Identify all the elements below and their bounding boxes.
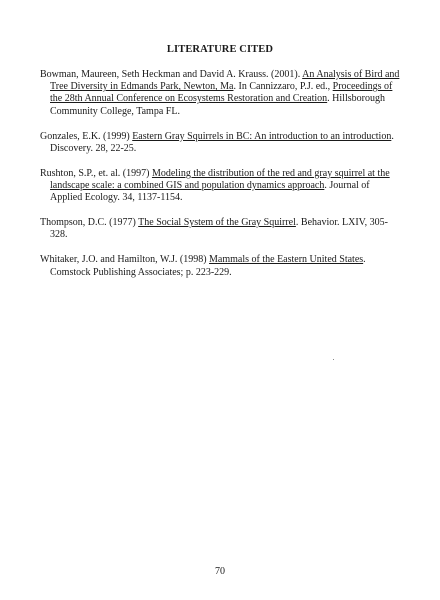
reference-authors-year: Whitaker, J.O. and Hamilton, W.J. (1998) (40, 254, 210, 266)
reference-entry (40, 131, 400, 155)
reference-source: . Behavior. LXIV, 305-328. (50, 217, 388, 241)
page-number: 70 (215, 566, 225, 577)
section-heading: LITERATURE CITED (166, 44, 274, 55)
reference-title: The Social System of the Gray Squirrel (138, 217, 296, 229)
reference-source: . Discovery. 28, 22-25. (50, 130, 394, 154)
scan-speck (333, 359, 334, 360)
reference-list (40, 69, 400, 292)
reference-source: . Journal of Applied Ecology. 34, 1137-1154. (50, 180, 370, 204)
reference-publisher: . Hillsborough Community College, Tampa FL. (50, 93, 385, 117)
reference-authors-year: Bowman, Maureen, Seth Heckman and David A. Krauss. (2001). (40, 69, 303, 80)
reference-source: . Comstock Publishing Associates; p. 223-229. (50, 254, 366, 278)
reference-entry (40, 69, 400, 118)
reference-entry (40, 217, 400, 241)
reference-title: Modeling the distribution of the red and gray squirrel at the landscape scale: a combined GIS and population dynamics approach (50, 167, 390, 192)
reference-editor-info: . In Cannizzaro, P.J. ed., (233, 81, 333, 93)
reference-entry (40, 254, 400, 278)
reference-proceedings-title: Proceedings of the 28th Annual Conference on Ecosystems Restoration and Creation (50, 81, 393, 105)
reference-title: Eastern Gray Squirrels in BC: An introduction to an introduction (132, 130, 392, 142)
reference-entry (40, 168, 400, 205)
reference-authors-year: Rushton, S.P., et. al. (1997) (40, 167, 152, 179)
reference-title: Mammals of the Eastern United States (209, 254, 364, 266)
reference-authors-year: Thompson, D.C. (1977) (40, 217, 139, 229)
reference-title: An Analysis of Bird and Tree Diversity in Edmands Park, Newton, Ma (50, 69, 400, 93)
reference-authors-year: Gonzales, E.K. (1999) (40, 130, 133, 142)
